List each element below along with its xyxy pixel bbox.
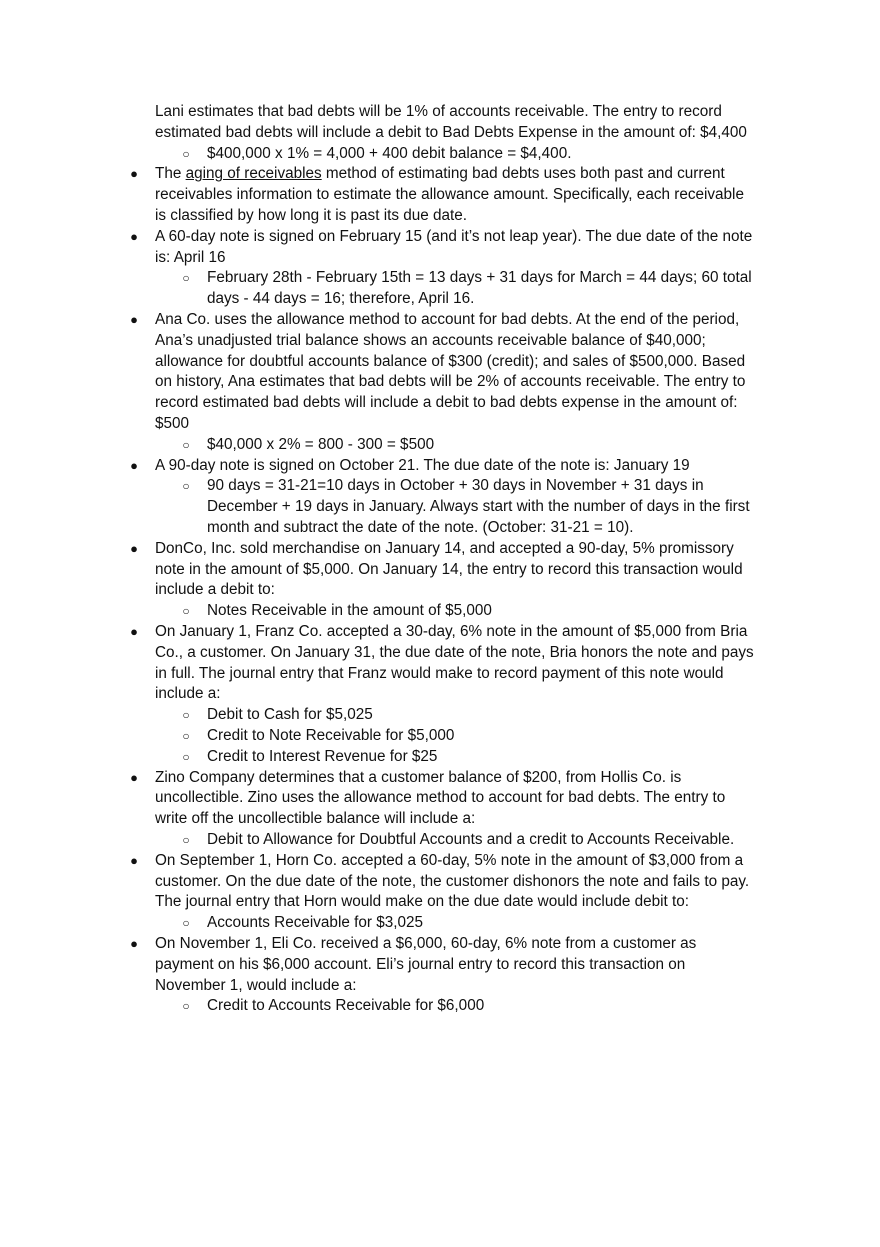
list-item-line: on history, Ana estimates that bad debts will be 2% of accounts receivable. The entry to (155, 373, 746, 391)
bullet-icon: ● (130, 166, 138, 182)
list-item-line: On September 1, Horn Co. accepted a 60-day, 5% note in the amount of $3,000 from a (155, 851, 744, 869)
list-item-line: is: April 16 (155, 248, 226, 266)
sub-item-line: $400,000 x 1% = 4,000 + 400 debit balance = $4,400. (207, 144, 572, 162)
sub-item-line: Credit to Interest Revenue for $25 (207, 747, 438, 765)
bullet-icon: ● (130, 936, 138, 951)
sub-bullet-icon: ○ (182, 749, 190, 764)
sub-bullet-icon: ○ (182, 271, 190, 286)
sub-bullet-icon: ○ (182, 916, 190, 931)
aging-item-line: receivables information to estimate the allowance amount. Specifically, each receivable (155, 186, 744, 204)
list-item-line: A 90-day note is signed on October 21. The due date of the note is: January 19 (155, 456, 690, 474)
sub-item-line: Notes Receivable in the amount of $5,000 (207, 602, 492, 620)
sub-bullet-icon: ○ (182, 833, 190, 847)
list-item-line: Co., a customer. On January 31, the due date of the note, Bria honors the note and pays (155, 643, 754, 661)
list-item-line: write off the uncollectible balance will include a: (155, 810, 476, 828)
list-item-line: Ana’s unadjusted trial balance shows an accounts receivable balance of $40,000; (155, 331, 706, 349)
sub-bullet-icon: ○ (182, 729, 190, 743)
list-item-line: include a debit to: (155, 581, 275, 599)
bullet-icon: ● (130, 769, 138, 785)
sub-item-line: February 28th - February 15th = 13 days + 31 days for March = 44 days; 60 total (207, 269, 752, 287)
continuation-line: estimated bad debts will include a debit to Bad Debts Expense in the amount of: $4,400 (155, 123, 747, 141)
bullet-icon: ● (130, 228, 138, 244)
sub-bullet-icon: ○ (182, 708, 190, 723)
sub-bullet-icon: ○ (182, 479, 190, 494)
list-item-line: in full. The journal entry that Franz would make to record payment of this note would (155, 664, 724, 682)
bullet-icon: ● (130, 852, 138, 868)
sub-item-line: $40,000 x 2% = 800 - 300 = $500 (207, 435, 435, 453)
bullet-icon: ● (130, 540, 138, 556)
aging-item-line: The aging of receivables method of estimating bad debts uses both past and current (155, 165, 725, 183)
list-item-line: uncollectible. Zino uses the allowance method to account for bad debts. The entry to (155, 789, 726, 807)
list-item-line: payment on his $6,000 account. Eli’s journal entry to record this transaction on (155, 955, 686, 973)
bullet-icon: ● (130, 457, 138, 473)
list-item-line: The journal entry that Horn would make on the due date would include debit to: (155, 893, 690, 911)
sub-bullet-icon: ○ (182, 999, 190, 1014)
bullet-icon: ● (130, 312, 138, 327)
sub-bullet-icon: ○ (182, 604, 190, 619)
continuation-line: Lani estimates that bad debts will be 1% of accounts receivable. The entry to record (155, 103, 722, 120)
aging-of-receivables-term: aging of receivables (185, 165, 322, 183)
sub-item-line: Accounts Receivable for $3,025 (207, 914, 423, 932)
list-item-line: A 60-day note is signed on February 15 (and it’s not leap year). The due date of the note (155, 227, 753, 245)
sub-item-line: Debit to Allowance for Doubtful Accounts and a credit to Accounts Receivable. (207, 831, 735, 848)
bullet-icon: ● (130, 624, 138, 639)
list-item-line: include a: (155, 685, 221, 703)
list-item-line: On November 1, Eli Co. received a $6,000, 60-day, 6% note from a customer as (155, 935, 697, 952)
list-item-line: note in the amount of $5,000. On January 14, the entry to record this transaction would (155, 560, 743, 578)
list-item-line: $500 (155, 415, 190, 432)
sub-item-line: Debit to Cash for $5,025 (207, 706, 373, 724)
sub-item-line: days - 44 days = 16; therefore, April 16. (207, 290, 475, 308)
list-item-line: DonCo, Inc. sold merchandise on January 14, and accepted a 90-day, 5% promissory (155, 539, 734, 557)
sub-item-line: December + 19 days in January. Always start with the number of days in the first (207, 498, 750, 516)
list-item-line: Ana Co. uses the allowance method to account for bad debts. At the end of the period, (155, 311, 740, 328)
list-item-line: Zino Company determines that a customer balance of $200, from Hollis Co. is (155, 768, 682, 786)
list-item-line: customer. On the due date of the note, the customer dishonors the note and fails to pay. (155, 872, 750, 890)
sub-bullet-icon: ○ (182, 437, 190, 452)
list-item-line: allowance for doubtful accounts balance of $300 (credit); and sales of $500,000. Based (155, 352, 746, 370)
sub-item-line: Credit to Note Receivable for $5,000 (207, 727, 455, 744)
sub-item-line: Credit to Accounts Receivable for $6,000 (207, 997, 485, 1015)
aging-item-line: is classified by how long it is past its due date. (155, 207, 468, 224)
sub-item-line: 90 days = 31-21=10 days in October + 30 days in November + 31 days in (207, 477, 704, 495)
list-item-line: record estimated bad debts will include a debit to bad debts expense in the amount of: (155, 394, 738, 412)
sub-item-line: month and subtract the date of the note. (October: 31-21 = 10). (207, 519, 634, 536)
list-item-line: November 1, would include a: (155, 976, 357, 994)
sub-bullet-icon: ○ (182, 146, 190, 161)
list-item-line: On January 1, Franz Co. accepted a 30-day, 6% note in the amount of $5,000 from Bria (155, 623, 748, 640)
